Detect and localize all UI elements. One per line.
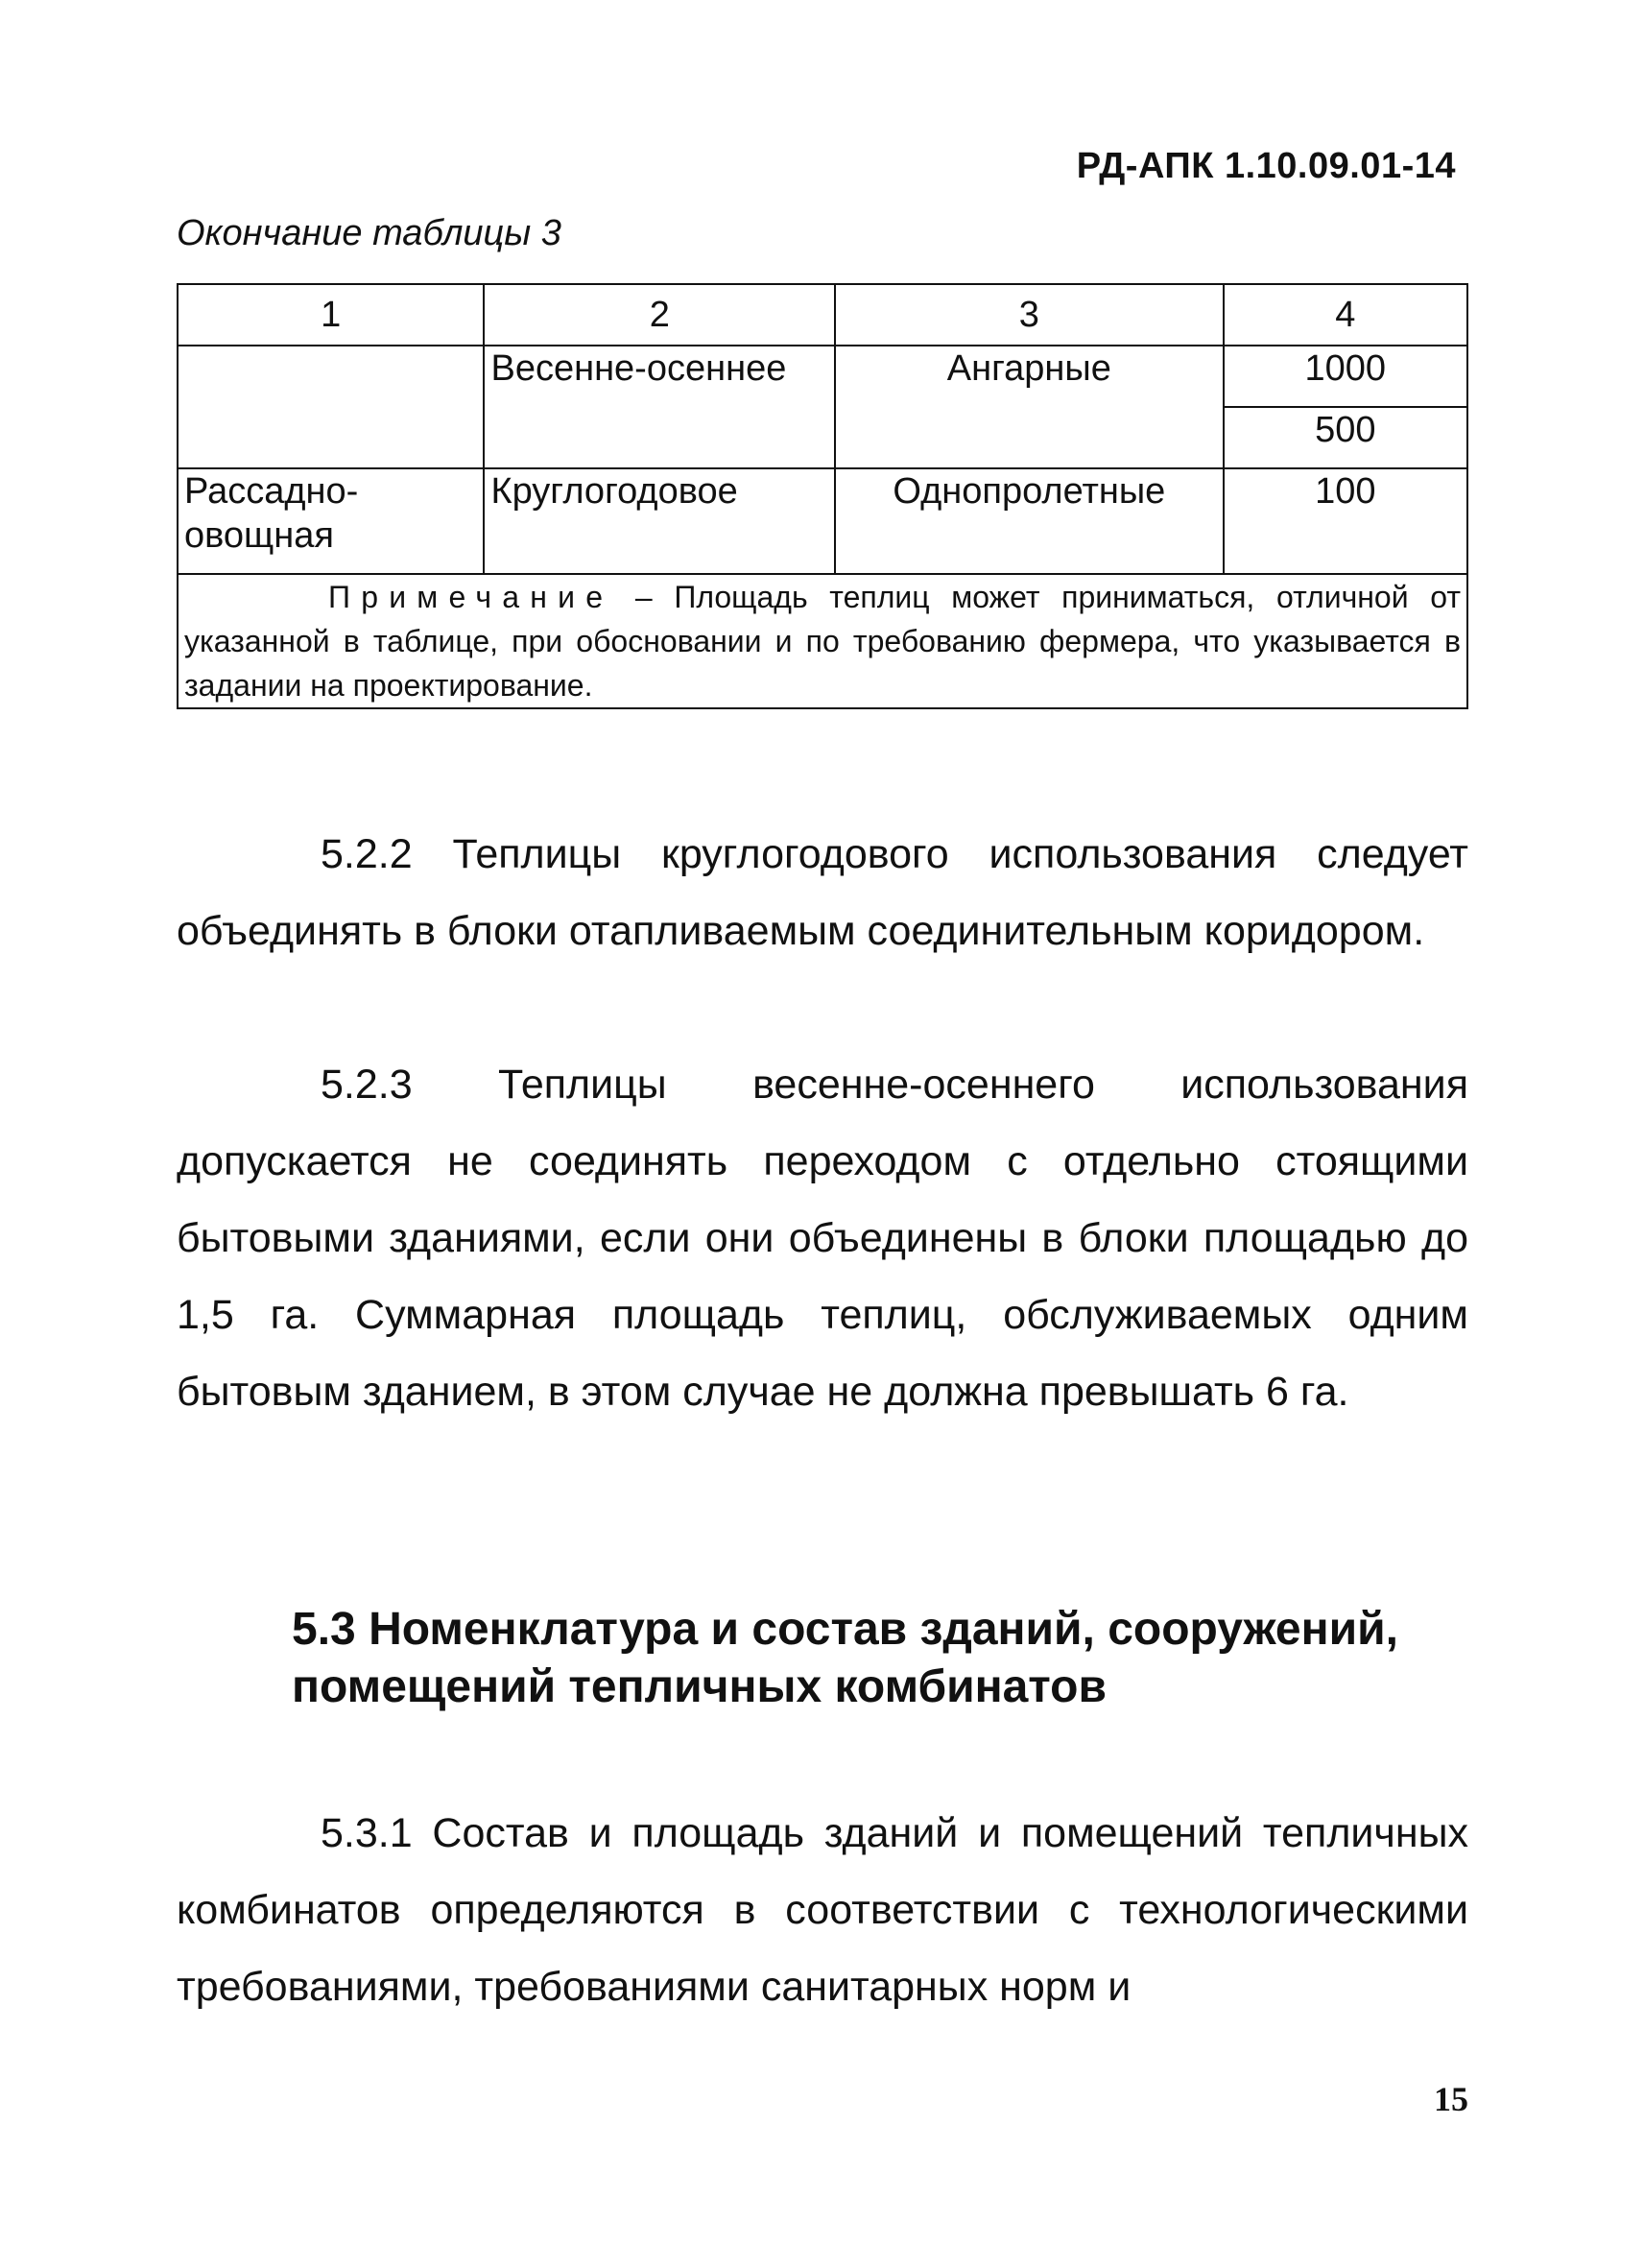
paragraph-5-3-1 — [177, 1795, 1468, 2025]
table-cell: Ангарные — [835, 346, 1224, 468]
table-cell — [178, 346, 484, 468]
table-note — [178, 574, 1467, 708]
table-cell: Рассадно-овощная — [178, 468, 484, 574]
table-row — [178, 468, 1467, 574]
table-cell: 500 — [1224, 407, 1467, 468]
header-cell: 4 — [1224, 284, 1467, 346]
note-label: Примечание — [328, 580, 614, 614]
table-row — [178, 346, 1467, 407]
paragraph-5-2-3 — [177, 1046, 1468, 1430]
page-number: 15 — [1434, 2080, 1468, 2118]
paragraph-text: 5.2.3 Теплицы весенне-осеннего использования допускается не соединять переходом с отдельно стоящими бытовыми зданиями, если они объединены в блоки площадью до 1,5 га. Суммарная площадь теплиц, обслуживаемых одним бытовым зданием, в этом случае не должна превышать 6 га. — [177, 1062, 1468, 1415]
header-cell: 3 — [835, 284, 1224, 346]
table-header-row — [178, 284, 1467, 346]
section-heading: 5.3 Номенклатура и состав зданий, сооружений, помещений тепличных комбинатов — [292, 1604, 1398, 1712]
table-caption: Окончание таблицы 3 — [177, 213, 561, 253]
table-cell: Весенне-осеннее — [484, 346, 835, 468]
table-note-row — [178, 574, 1467, 708]
header-cell: 1 — [178, 284, 484, 346]
paragraph-text: 5.3.1 Состав и площадь зданий и помещений тепличных комбинатов определяются в соответствии с технологическими требованиями, требованиями санитарных норм и — [177, 1810, 1468, 2010]
table-cell: Однопролетные — [835, 468, 1224, 574]
table-cell: 1000 — [1224, 346, 1467, 407]
paragraph-text: 5.2.2 Теплицы круглогодового использования следует объединять в блоки отапливаемым соединительным коридором. — [177, 831, 1468, 954]
document-code: РД-АПК 1.10.09.01-14 — [1076, 146, 1456, 186]
header-cell: 2 — [484, 284, 835, 346]
table-cell: 100 — [1224, 468, 1467, 574]
table-cell: Круглогодовое — [484, 468, 835, 574]
note-text: – Площадь теплиц может приниматься, отличной от указанной в таблице, при обосновании и по требованию фермера, что указывается в задании на проектирование. — [184, 580, 1461, 703]
paragraph-5-2-2 — [177, 816, 1468, 969]
data-table — [177, 283, 1468, 709]
